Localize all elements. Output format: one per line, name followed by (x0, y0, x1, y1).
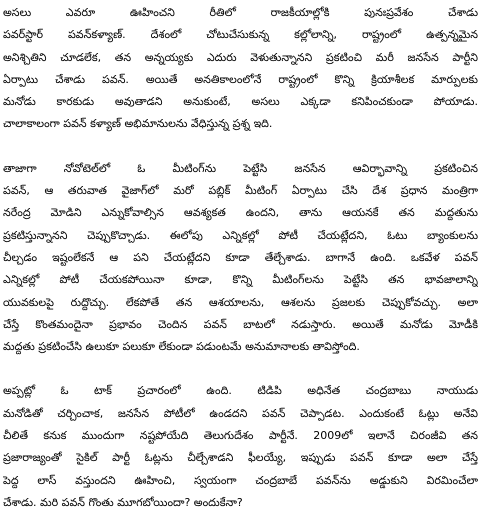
text-line: పెద్ద లాస్ వస్తుందని ఊహించి, స్వయంగా చంద్రబాబే పవన్‌ను అడ్డుకుని విరమించేలా (3, 473, 478, 487)
text-line: నరేంద్ర మోడిని ఎన్నుకోవాల్సిన ఆవశ్యకత ఉందని, తాను ఆయనకే తన మద్దతును (3, 206, 478, 220)
text-line: తాజాగా నోవోటెల్‌లో ఓ మీటింగ్‌ను పెట్టేసి జనసేన ఆవిర్భావాన్ని ప్రకటించిన (3, 161, 478, 175)
text-line: పవన్, ఆ తరువాత వైజాగ్‌లో మరో పబ్లిక్ మీటింగ్ ఏర్పాటు చేసి దేశ ప్రధాన మంత్రిగా (3, 184, 478, 198)
article-paragraph-3 (3, 380, 478, 514)
text-line: చేశాడు. మరి పవన్ గొంతు మూగబోయిందా? అందుకేనా? (3, 495, 243, 509)
text-line: పవర్‌స్టార్ పవన్‌కళ్యాణ్. దేశంలో చోటుచేసుకున్న కల్లోలాన్ని, రాష్ట్రంలో ఉత్పన్నమైన (3, 28, 478, 42)
text-line: అప్పట్లో ఓ టాక్ ప్రచారంలో ఉంది. టిడిపి అధినేత చంద్రబాబు నాయుడు (3, 384, 478, 398)
text-line: యువకులపై రుద్దొచ్చు. లేకపోతే తన ఆశయాలను, ఆశలను ప్రజలకు చెప్పుకోవచ్చు. అలా (3, 295, 478, 309)
text-line: ఎన్నికల్లో పోటీ చేయకపోయినా కూడా, కొన్ని మీటింగ్‌లను పెట్టేసి తన భావజాలాన్ని (3, 273, 478, 287)
text-line: అసలు ఎవరూ ఊహించని రీతిలో రాజకీయాల్లోకి పునఃప్రవేశం చేశాడు (3, 6, 478, 19)
article-paragraph-2 (3, 158, 478, 359)
article-paragraph-1 (3, 2, 478, 136)
paragraph-spacer (3, 358, 478, 380)
text-line: ప్రజారాజ్యంతో సైకిల్ పార్టీ ఓట్లను చీల్చేశాడని ఫీలయ్యే, ఇప్పుడు పవన్ కూడా అలా చేస్తే (3, 451, 478, 465)
text-line: చాలాకాలంగా పవన్ కళ్యాణ్ అభిమానులను వేధిస్తున్న ప్రశ్న ఇది. (3, 117, 273, 131)
text-line: చీలితే కనుక ముందుగా నష్టపోయేది తెలుగుదేశం పార్టీనే. 2009లో ఇలానే చిరంజీవి తన (3, 429, 478, 443)
text-line: ప్రకటిస్తున్నానని చెప్పుకొచ్చాడు. ఈలోపు ఎన్నికల్లో పోటీ చేయట్లేదని, ఓటు బ్యాంకులను (3, 228, 478, 242)
text-line: చేస్తే కొంతమందైనా ప్రభావం చెందిన పవన్ బాటలో నడుస్తారు. అయితే మనోడు మోడీకి (3, 317, 478, 331)
text-line: మద్దతు ప్రకటించేసి ఉలుకూ పలుకూ లేకుండా పడుంటమే అనుమానాలకు తావిస్తోంది. (3, 340, 360, 354)
text-line: మనోడు కారకుడు అవుతాడని అనుకుంటే, అసలు ఎక్కడా కనిపించకుండా పోయాడు. (3, 95, 478, 109)
text-line: మనోడితో చర్చించాక, జనసేన పోటీలో ఉండదని పవన్ చెప్పాడట. ఎందుకంటే ఓట్లు అనేవి (3, 406, 478, 420)
text-line: అనిశ్చితిని చూడలేక, తన అన్నయ్యకు ఎదురు వెళుతున్నానని ప్రకటించి మరీ జనసేన పార్టీని (3, 50, 478, 64)
paragraph-spacer (3, 136, 478, 158)
text-line: చీల్చడం ఇష్టంలేకనే ఆ పని చేయట్లేదని కూడా తేల్చేశాడు. బాగానే ఉంది. ఒకవేళ పవన్ (3, 250, 478, 264)
text-line: ఏర్పాటు చేశాడు పవన్. అయితే అనతికాలంలోనే రాష్ట్రంలో కొన్ని క్రియాశీలక మార్పులకు (3, 72, 478, 86)
